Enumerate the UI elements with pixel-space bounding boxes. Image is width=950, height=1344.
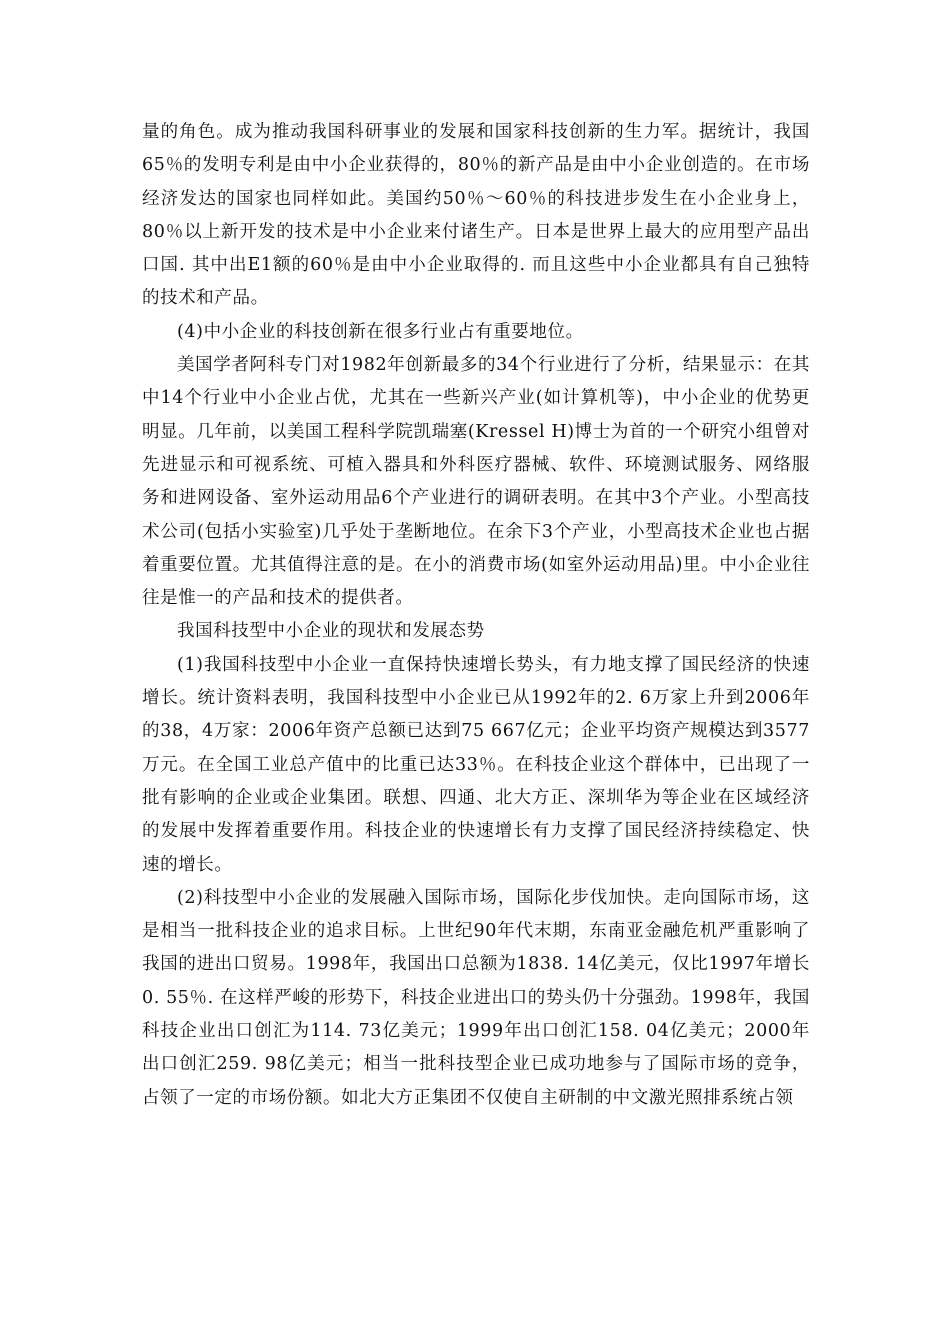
paragraph-point-1: (1)我国科技型中小企业一直保持快速增长势头，有力地支撑了国民经济的快速增长。统计资料表明，我国科技型中小企业已从1992年的2. 6万家上升到2006年的38，4万家：2006年资产总额已达到75 667亿元；企业平均资产规模达到3577万元。在全国工业总产值中的比重已达33％。在科技企业这个群体中，已出现了一批有影响的企业或企业集团。联想、四通、北大方正、深圳华为等企业在区域经济的发展中发挥着重要作用。科技企业的快速增长有力支撑了国民经济持续稳定、快速的增长。 <box>142 654 810 875</box>
paragraph-heading-4: (4)中小企业的科技创新在很多行业占有重要地位。 <box>177 321 584 342</box>
paragraph-us-study: 美国学者阿科专门对1982年创新最多的34个行业进行了分析，结果显示：在其中14个行业中小企业占优，尤其在一些新兴产业(如计算机等)，中小企业的优势更明显。几年前，以美国工程科学院凯瑞塞(Kressel H)博士为首的一个研究小组曾对先进显示和可视系统、可植入器具和外科医疗器械、软件、环境测试服务、网络服务和进网设备、室外运动用品6个产业进行的调研表明。在其中3个产业。小型高技术公司(包括小实验室)几乎处于垄断地位。在余下3个产业，小型高技术企业也占据着重要位置。尤其值得注意的是。在小的消费市场(如室外运动用品)里。中小企业往往是惟一的产品和技术的提供者。 <box>142 355 810 609</box>
paragraph-continuation: 量的角色。成为推动我国科研事业的发展和国家科技创新的生力军。据统计，我国65％的发明专利是由中小企业获得的，80％的新产品是由中小企业创造的。在市场经济发达的国家也同样如此。美国约50％～60％的科技进步发生在小企业身上，80％以上新开发的技术是中小企业来付诸生产。日本是世界上最大的应用型产品出口国. 其中出E1额的60％是由中小企业取得的. 而且这些中小企业都具有自己独特的技术和产品。 <box>142 122 810 309</box>
document-body <box>142 116 810 1115</box>
paragraph-point-2: (2)科技型中小企业的发展融入国际市场，国际化步伐加快。走向国际市场，这是相当一批科技企业的追求目标。上世纪90年代末期，东南亚金融危机严重影响了我国的进出口贸易。1998年，我国出口总额为1838. 14亿美元，仅比1997年增长0. 55％. 在这样严峻的形势下，科技企业进出口的势头仍十分强劲。1998年，我国科技企业出口创汇为114. 73亿美元；1999年出口创汇158. 04亿美元；2000年出口创汇259. 98亿美元；相当一批科技型企业已成功地参与了国际市场的竞争，占领了一定的市场份额。如北大方正集团不仅使自主研制的中文激光照排系统占领 <box>142 887 810 1108</box>
section-heading: 我国科技型中小企业的现状和发展态势 <box>177 621 485 642</box>
